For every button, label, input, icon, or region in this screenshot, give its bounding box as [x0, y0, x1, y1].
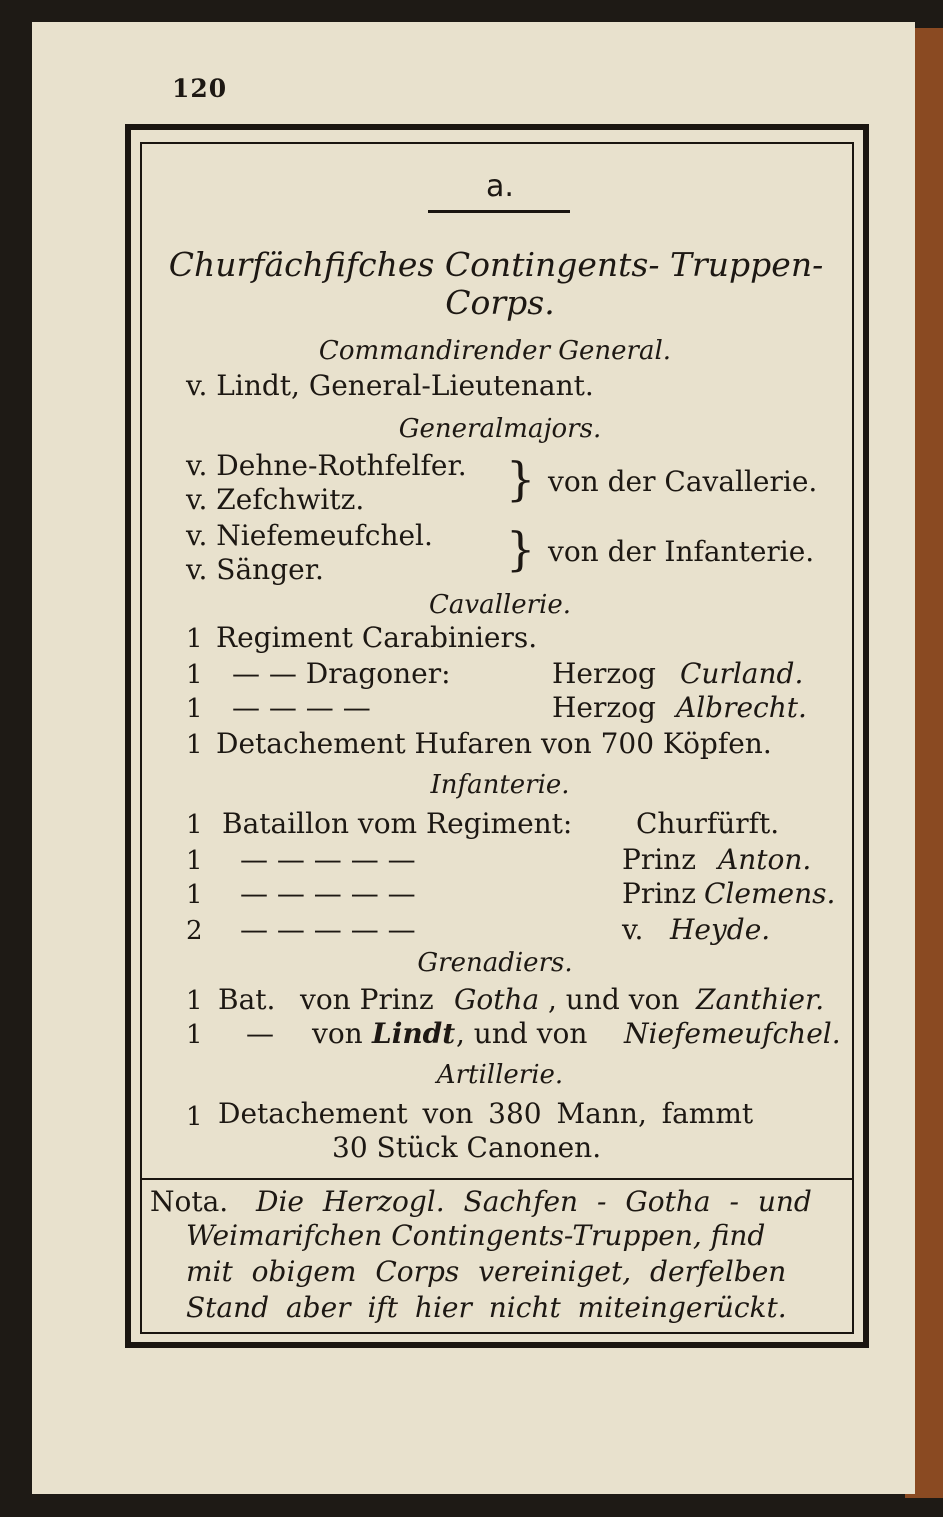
- grenadiers-row-e: Zanthier.: [696, 983, 825, 1016]
- infanterie-row-num: 2: [186, 916, 203, 946]
- cavallerie-heading: Cavallerie.: [429, 590, 571, 620]
- grenadiers-row-e: Niefemeufchel.: [624, 1017, 841, 1050]
- infanterie-row-detail: Prinz: [622, 877, 696, 910]
- artillerie-heading: Artillerie.: [436, 1060, 564, 1090]
- generalmajor-name: v. Niefemeufchel.: [186, 519, 433, 552]
- infanterie-row-detail: v.: [622, 913, 644, 946]
- grenadiers-heading: Grenadiers.: [417, 948, 573, 978]
- cavallerie-row-num: 1: [186, 624, 203, 654]
- brace-cavallerie: }: [506, 452, 536, 506]
- nota-divider: [140, 1178, 854, 1180]
- infanterie-row-name: Anton.: [718, 843, 812, 876]
- artillerie-line2: 30 Stück Canonen.: [332, 1131, 602, 1164]
- generalmajor-name: v. Zefchwitz.: [186, 483, 365, 516]
- infanterie-row-detail: Churfürft.: [636, 807, 780, 840]
- grenadiers-row-c: Gotha: [454, 983, 540, 1016]
- grenadiers-row-a: —: [246, 1017, 274, 1050]
- infanterie-row-text: — — — — —: [240, 913, 416, 946]
- infanterie-row-name: Heyde.: [670, 913, 771, 946]
- generalmajor-name: v. Dehne-Rothfelfer.: [186, 449, 467, 482]
- generalmajor-name: v. Sänger.: [186, 553, 324, 586]
- infanterie-row-detail: Prinz: [622, 843, 696, 876]
- infanterie-row-text: — — — — —: [240, 877, 416, 910]
- cavallerie-row-text: Detachement Hufaren von 700 Köpfen.: [216, 727, 772, 760]
- infanterie-row-num: 1: [186, 810, 203, 840]
- nota-line2: Weimarifchen Contingents-Truppen, find: [186, 1219, 766, 1252]
- grenadiers-row-d: , und von: [548, 983, 680, 1016]
- cavallerie-row-name: Curland.: [680, 657, 804, 690]
- grenadiers-row-num: 1: [186, 1020, 203, 1050]
- grenadiers-row-b: von Prinz: [300, 983, 434, 1016]
- cavallerie-row-num: 1: [186, 694, 203, 724]
- grenadiers-row-d: , und von: [456, 1017, 588, 1050]
- cavallerie-row-text: — — Dragoner:: [232, 657, 451, 690]
- infanterie-heading: Infanterie.: [430, 770, 570, 800]
- cavallerie-row-name: Albrecht.: [676, 691, 807, 724]
- table-title-line1: Churfächfifches Contingents- Truppen-: [168, 245, 824, 284]
- generalmajors-heading: Generalmajors.: [398, 414, 602, 444]
- infanterie-row-name: Clemens.: [704, 877, 836, 910]
- grenadiers-row-c: Lindt: [372, 1017, 456, 1050]
- nota-label: Nota.: [150, 1185, 229, 1218]
- artillerie-line1: Detachement von 380 Mann, fammt: [218, 1097, 754, 1130]
- cavallerie-row-detail: Herzog: [552, 657, 656, 690]
- grenadiers-row-num: 1: [186, 986, 203, 1016]
- infanterie-row-num: 1: [186, 846, 203, 876]
- general-line: v. Lindt, General-Lieutenant.: [186, 369, 594, 402]
- nota-line1: Die Herzogl. Sachfen - Gotha - und: [256, 1185, 812, 1218]
- infanterie-row-num: 1: [186, 880, 203, 910]
- nota-line4: Stand aber ift hier nicht miteingerückt.: [186, 1291, 787, 1324]
- generalmajor-group: von der Cavallerie.: [548, 465, 818, 498]
- infanterie-row-text: Bataillon vom Regiment:: [222, 807, 573, 840]
- grenadiers-row-b: von: [312, 1017, 363, 1050]
- infanterie-row-text: — — — — —: [240, 843, 416, 876]
- section-letter: a.: [486, 169, 514, 204]
- cavallerie-row-detail: Herzog: [552, 691, 656, 724]
- cavallerie-row-text: — — — —: [232, 691, 371, 724]
- nota-line3: mit obigem Corps vereiniget, derfelben: [186, 1255, 787, 1288]
- generalmajor-group: von der Infanterie.: [548, 535, 815, 568]
- artillerie-num: 1: [186, 1102, 203, 1132]
- section-rule: [428, 210, 570, 213]
- table-title-line2: Corps.: [445, 283, 555, 322]
- cavallerie-row-text: Regiment Carabiniers.: [216, 621, 538, 654]
- grenadiers-row-a: Bat.: [218, 983, 276, 1016]
- cavallerie-row-num: 1: [186, 730, 203, 760]
- brace-infanterie: }: [506, 522, 536, 576]
- general-heading: Commandirender General.: [318, 336, 672, 366]
- cavallerie-row-num: 1: [186, 660, 203, 690]
- page-number: 120: [172, 74, 228, 103]
